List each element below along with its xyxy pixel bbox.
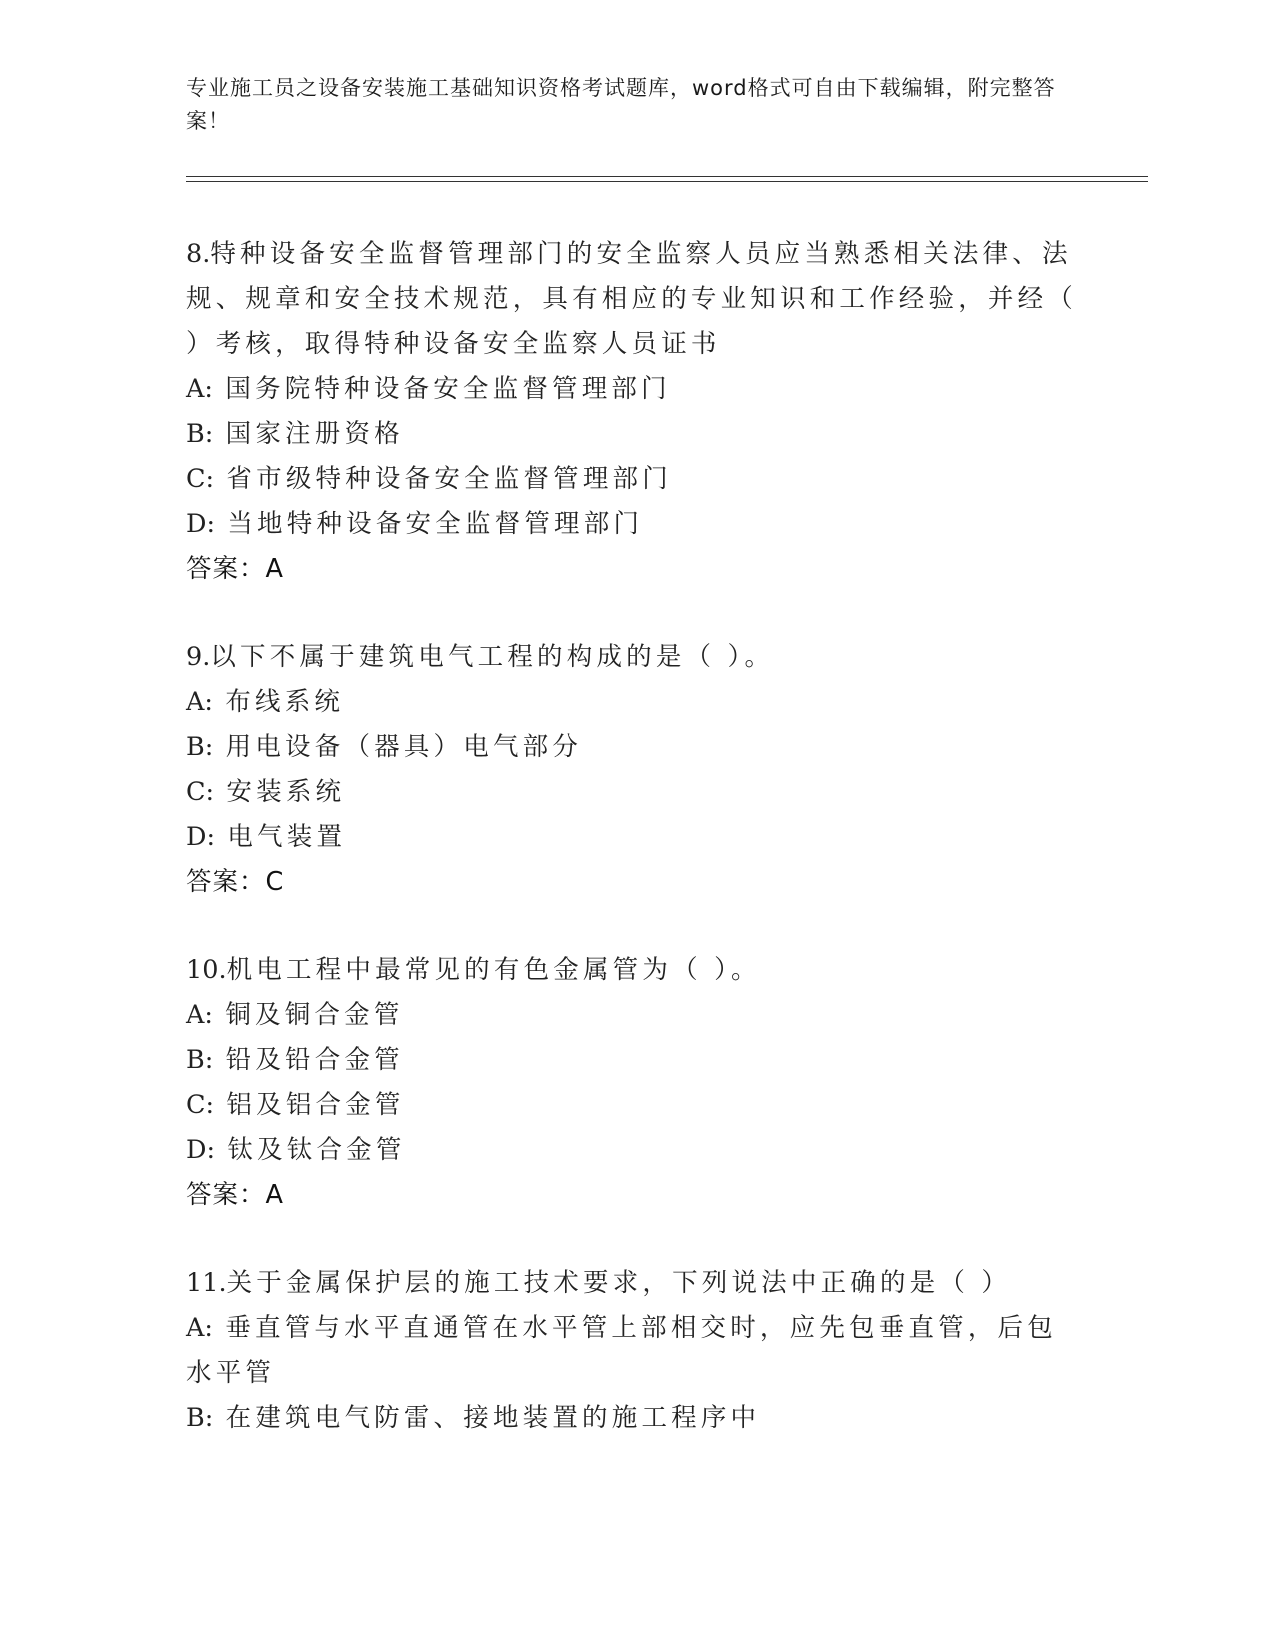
question-text: 机电工程中最常见的有色金属管为（ ）。: [226, 955, 761, 985]
option-letter: A:: [186, 374, 214, 404]
option-letter: A:: [186, 687, 214, 717]
option-text: 国务院特种设备安全监督管理部门: [225, 374, 671, 404]
option-text: 国家注册资格: [225, 419, 404, 449]
option-text: 用电设备（器具）电气部分: [225, 732, 583, 762]
question-stem: [186, 635, 1086, 680]
option-letter: A:: [186, 1000, 214, 1030]
option-letter: D:: [186, 509, 216, 539]
option-d: [186, 815, 1086, 860]
option-c: [186, 457, 1086, 502]
option-b: [186, 725, 1086, 770]
question-text: 以下不属于建筑电气工程的构成的是（ ）。: [210, 642, 775, 672]
option-c: [186, 770, 1086, 815]
option-b: [186, 1038, 1086, 1083]
document-header: [186, 72, 1066, 138]
question-stem: [186, 232, 1086, 367]
answer: 答案：A: [186, 554, 284, 584]
option-text: 在建筑电气防雷、接地装置的施工程序中: [225, 1403, 761, 1433]
option-text: 安装系统: [226, 777, 346, 807]
option-text: 铅及铅合金管: [225, 1045, 404, 1075]
option-b: [186, 412, 1086, 457]
question-8: [186, 232, 1086, 592]
option-text: 电气装置: [227, 822, 347, 852]
option-text: 铜及铜合金管: [225, 1000, 404, 1030]
option-letter: D:: [186, 822, 216, 852]
option-a: [186, 680, 1086, 725]
question-number: 9.: [186, 642, 211, 672]
question-number: 10.: [186, 955, 227, 985]
question-number: 11.: [186, 1268, 227, 1298]
option-text: 铝及铝合金管: [226, 1090, 405, 1120]
option-letter: C:: [186, 777, 215, 807]
option-letter: B:: [186, 732, 214, 762]
option-text: 当地特种设备安全监督管理部门: [227, 509, 644, 539]
option-letter: B:: [186, 419, 214, 449]
question-11: [186, 1261, 1086, 1441]
question-10: [186, 948, 1086, 1218]
option-letter: C:: [186, 464, 215, 494]
question-9: [186, 635, 1086, 905]
question-list: [186, 232, 1086, 1484]
option-letter: C:: [186, 1090, 215, 1120]
option-letter: A:: [186, 1313, 214, 1343]
option-c: [186, 1083, 1086, 1128]
option-letter: B:: [186, 1045, 214, 1075]
header-divider-bottom: [186, 181, 1148, 182]
option-text: 省市级特种设备安全监督管理部门: [226, 464, 672, 494]
option-letter: D:: [186, 1135, 216, 1165]
answer: 答案：C: [186, 867, 285, 897]
option-a: [186, 367, 1086, 412]
option-d: [186, 1128, 1086, 1173]
option-text: 钛及钛合金管: [227, 1135, 406, 1165]
option-a: [186, 1306, 1086, 1396]
option-d: [186, 502, 1086, 547]
option-a: [186, 993, 1086, 1038]
answer: 答案：A: [186, 1180, 284, 1210]
option-text: 布线系统: [225, 687, 345, 717]
header-text: 专业施工员之设备安装施工基础知识资格考试题库，word格式可自由下载编辑，附完整答案！: [186, 76, 1056, 133]
header-divider-top: [186, 176, 1148, 177]
question-stem: [186, 948, 1086, 993]
question-text: 特种设备安全监督管理部门的安全监察人员应当熟悉相关法律、法规、规章和安全技术规范，具有相应的专业知识和工作经验，并经（ ）考核，取得特种设备安全监察人员证书: [186, 239, 1078, 359]
question-stem: [186, 1261, 1086, 1306]
option-b: [186, 1396, 1086, 1441]
option-text: 垂直管与水平直通管在水平管上部相交时，应先包垂直管，后包水平管: [186, 1313, 1057, 1388]
question-number: 8.: [186, 239, 211, 269]
option-letter: B:: [186, 1403, 214, 1433]
question-text: 关于金属保护层的施工技术要求，下列说法中正确的是（ ）: [226, 1268, 1012, 1298]
